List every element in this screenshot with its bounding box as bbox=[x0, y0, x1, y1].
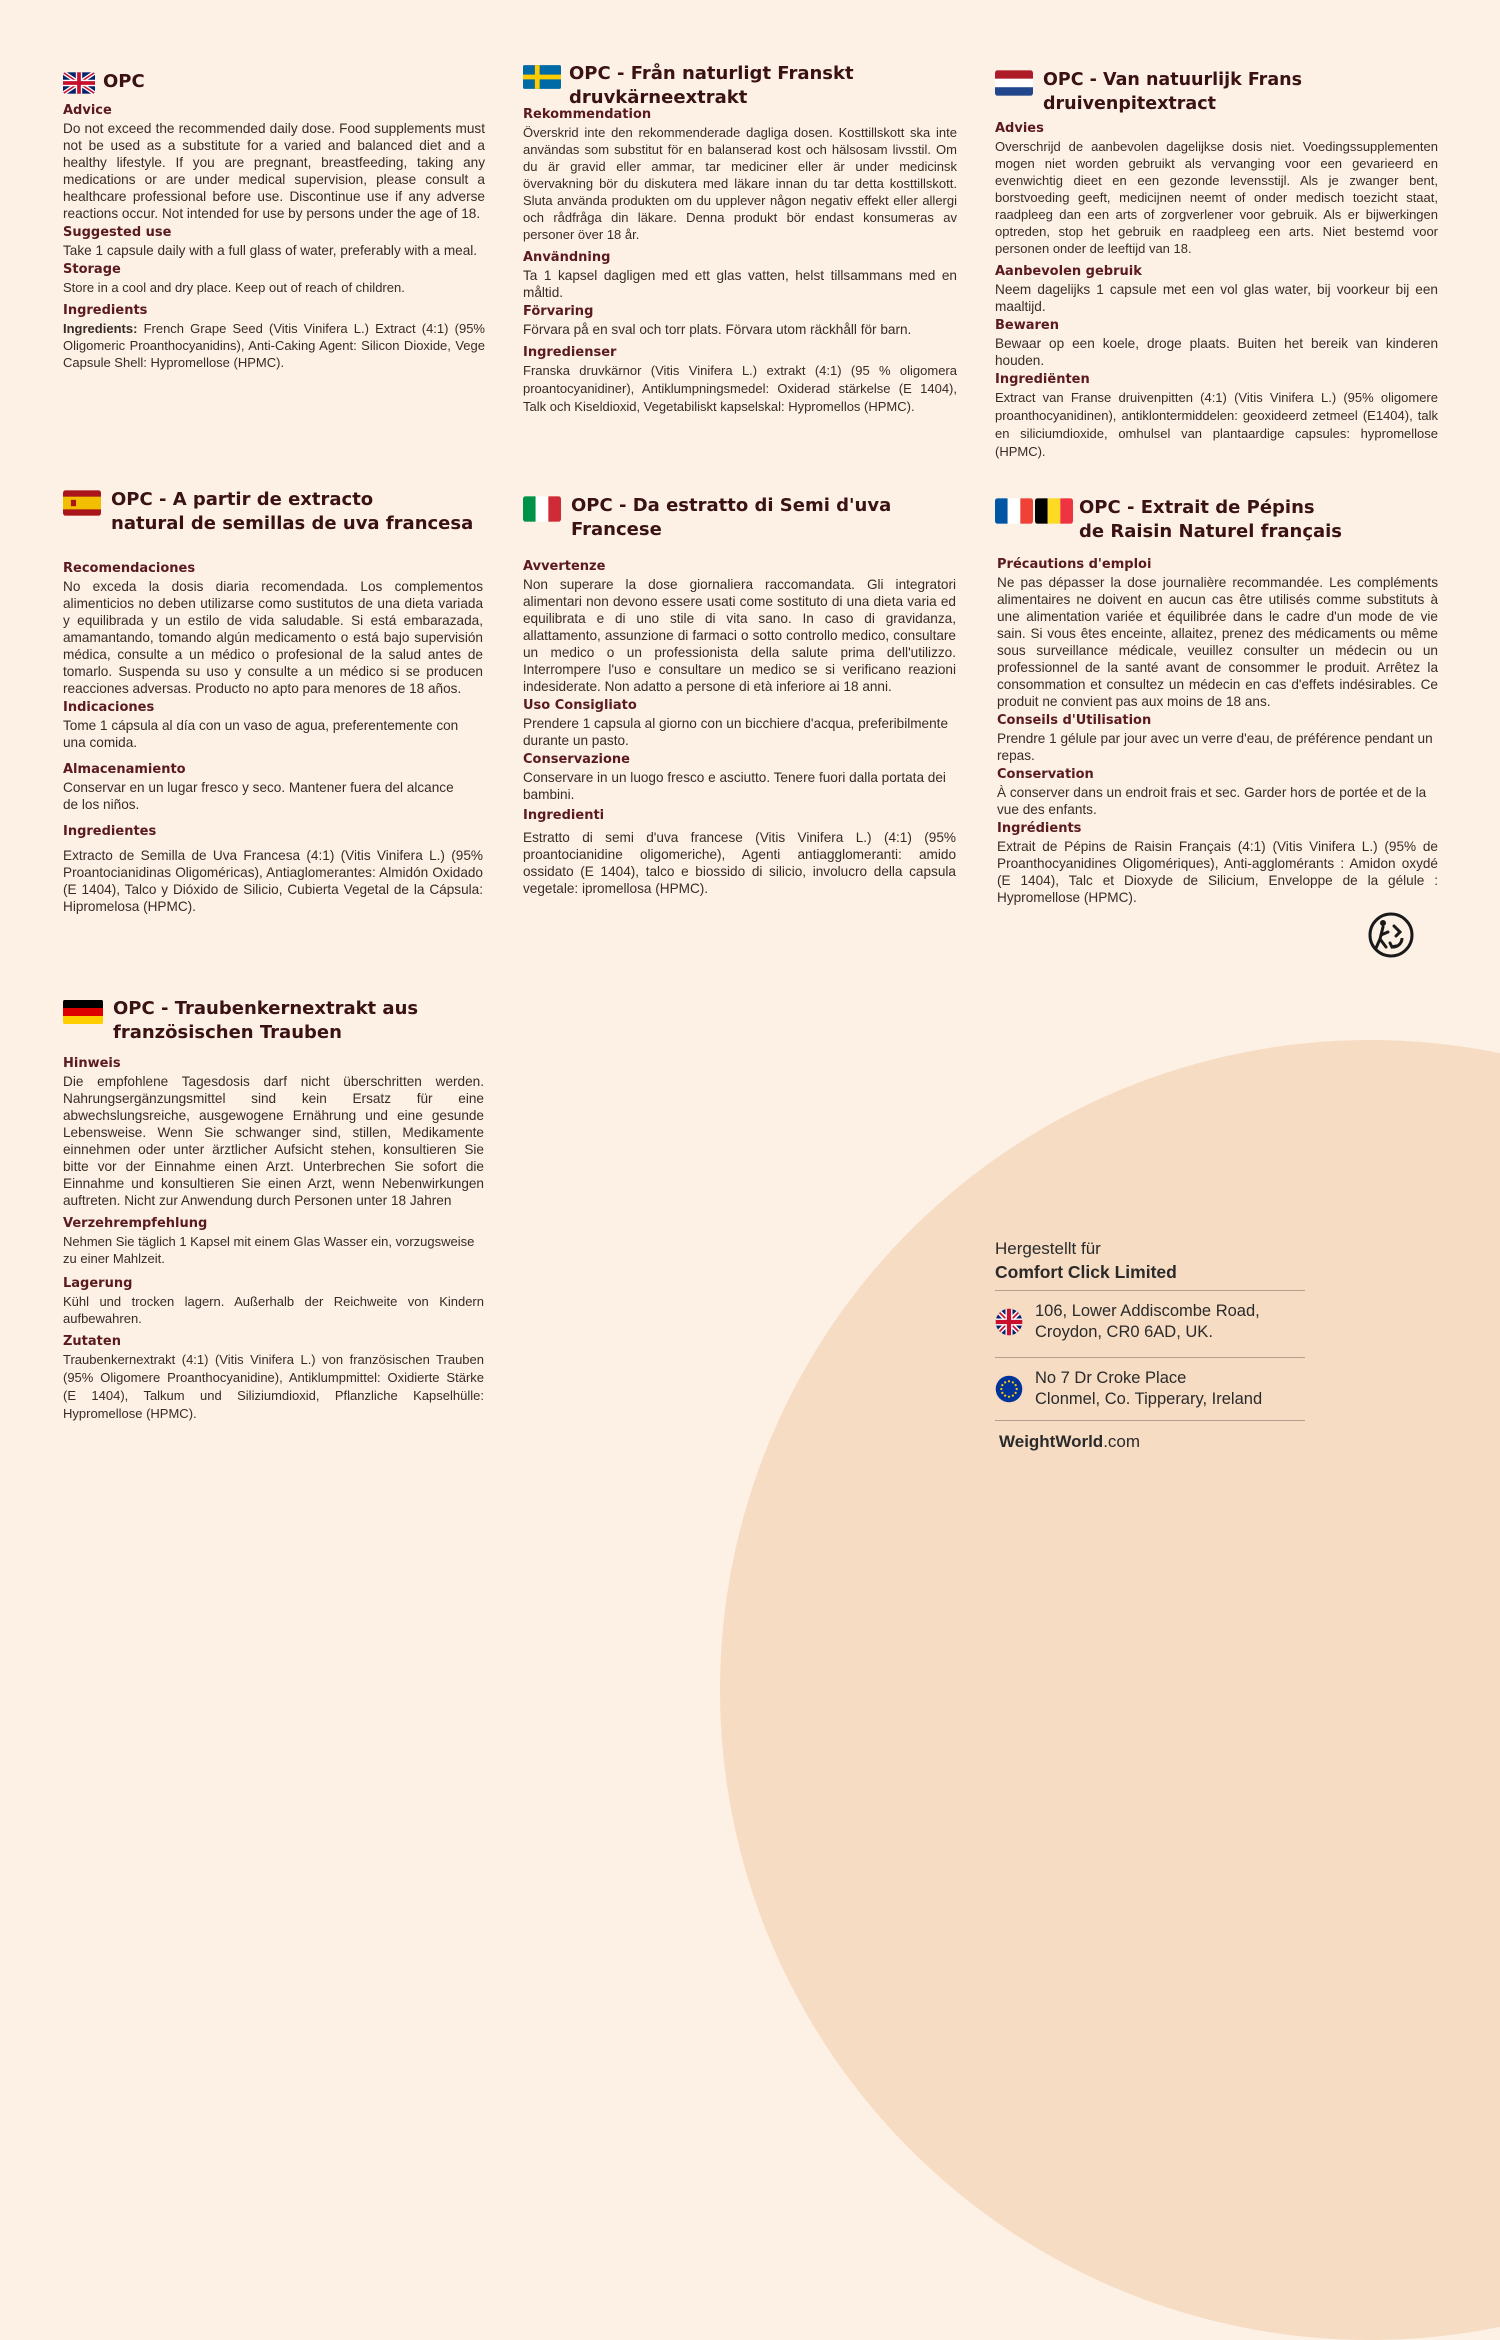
section-heading: Advice bbox=[63, 103, 112, 118]
section-heading: Précautions d'emploi bbox=[997, 557, 1152, 572]
section-heading: Storage bbox=[63, 262, 121, 277]
panel-title: OPC - Da estratto di Semi d'uva Francese bbox=[571, 495, 892, 540]
uk-address bbox=[995, 1301, 1305, 1343]
section-heading: Rekommendation bbox=[523, 107, 652, 122]
uk-flag-icon bbox=[995, 1308, 1023, 1336]
section-heading: Uso Consigliato bbox=[523, 698, 637, 713]
section-heading: Ingredienser bbox=[523, 345, 617, 360]
section-text: Non superare la dose giornaliera raccomandata. Gli integratori alimentari non devono essere usati come sostituto di una dieta varia ed equilibrata e di uno stile di vita sano. In caso di gravidanza, allattamento, assunzione di farmaci o sotto controllo medico, consultare un medico o un professionista della salute prima dell'utilizzo. Interrompere l'uso e consultare un medico se si verificano reazioni indesiderate. Non adatto a persone di età inferiore ai 18 anni. bbox=[523, 577, 956, 694]
section-text: Extracto de Semilla de Uva Francesa (4:1) (Vitis Vinifera L.) (95% Proantocianidinas Oligoméricas), Antiaglomerantes: Almidón Oxidado (E 1404), Talco y Dióxido de Silicio, Cubierta Vegetal de la Cápsula: Hipromelosa (HPMC). bbox=[63, 848, 483, 914]
section-heading: Recomendaciones bbox=[63, 561, 196, 576]
section-text: Take 1 capsule daily with a full glass of water, preferably with a meal. bbox=[63, 243, 478, 258]
netherlands-flag-icon bbox=[995, 70, 1033, 96]
section-heading: Conseils d'Utilisation bbox=[997, 713, 1152, 728]
section-heading: Ingredienti bbox=[523, 808, 605, 823]
panel-swedish bbox=[523, 62, 957, 418]
belgium-flag-icon bbox=[1035, 498, 1073, 524]
section-heading: Ingrediënten bbox=[995, 372, 1090, 387]
section-text: Förvara på en sval och torr plats. Förvara utom räckhåll för barn. bbox=[523, 322, 912, 337]
italy-flag-icon bbox=[523, 496, 561, 522]
section-text: No exceda la dosis diaria recomendada. Los complementos alimenticios no deben utilizarse como sustitutos de una dieta variada y equilibrada y un estilo de vida saludable. Si está embarazada, amamantando, tomando algún medicamento o está bajo supervisión médica, consulte a un médico o profesional de la salud antes de tomarlo. Suspenda su uso y consulte a un médico si se producen reacciones adversas. Producto no apto para menores de 18 años. bbox=[63, 579, 483, 696]
section-text: Ingredients: French Grape Seed (Vitis Vinifera L.) Extract (4:1) (95% Oligomeric Proanthocyanidins), Anti-Caking Agent: Silicon Dioxide, Vege Capsule Shell: Hypromellose (HPMC). bbox=[63, 321, 485, 370]
section-text: Conservare in un luogo fresco e asciutto. Tenere fuori dalla portata dei bambini. bbox=[523, 770, 946, 802]
section-heading: Aanbevolen gebruik bbox=[995, 264, 1142, 279]
section-heading: Verzehrempfehlung bbox=[63, 1216, 208, 1231]
section-text: Do not exceed the recommended daily dose. Food supplements must not be used as a substitute for a varied and balanced diet and a healthy lifestyle. If you are pregnant, breastfeeding, taking any medications or are under medical supervision, please consult a healthcare professional before use. Discontinue use if any adverse reactions occur. Not intended for use by persons under the age of 18. bbox=[63, 121, 485, 221]
section-heading: Suggested use bbox=[63, 225, 172, 240]
section-text: Die empfohlene Tagesdosis darf nicht überschritten werden. Nahrungsergänzungsmittel sind kein Ersatz für eine abwechslungsreiche, ausgewogene Ernährung und eine gesunde Lebensweise. Wenn Sie schwanger sind, stillen, Medikamente einnehmen oder unter ärztlicher Aufsicht stehen, konsultieren Sie bitte vor der Einnahme einen Arzt. Unterbrechen Sie sofort die Einnahme und konsultieren Sie einen Arzt, wenn Nebenwirkungen auftreten. Nicht zur Anwendung durch Personen unter 18 Jahren bbox=[63, 1074, 484, 1208]
divider bbox=[995, 1420, 1305, 1421]
section-text: Store in a cool and dry place. Keep out of reach of children. bbox=[63, 280, 405, 295]
panel-title: OPC - Traubenkernextrakt aus französischen Trauben bbox=[113, 998, 419, 1043]
uk-flag-icon bbox=[63, 72, 95, 94]
france-flag-icon bbox=[995, 498, 1033, 524]
website-link[interactable]: WeightWorld.com bbox=[999, 1432, 1141, 1451]
eu-address bbox=[995, 1368, 1305, 1410]
section-text: Traubenkernextrakt (4:1) (Vitis Vinifera L.) von französischen Trauben (95% Oligomere Proanthocyanidine), Antiklumpmittel: Oxidierte Stärke (E 1404), Talkum und Siliziumdioxid, Pflanzliche Kapselhülle: Hypromellose (HPMC). bbox=[63, 1352, 484, 1421]
section-text: Bewaar op een koele, droge plaats. Buiten het bereik van kinderen houden. bbox=[995, 336, 1438, 368]
section-heading: Ingrédients bbox=[997, 821, 1082, 836]
divider bbox=[995, 1290, 1305, 1291]
section-text: Prendre 1 gélule par jour avec un verre d'eau, de préférence pendant un repas. bbox=[997, 731, 1433, 763]
divider bbox=[995, 1357, 1305, 1358]
panel-english bbox=[63, 70, 485, 373]
panel-italian bbox=[523, 494, 956, 899]
panel-title: OPC bbox=[103, 71, 145, 92]
section-text: Overschrijd de aanbevolen dagelijkse dosis niet. Voedingssupplementen mogen niet worden gebruikt als vervanging voor een gevarieerd en evenwichtig dieet en een gezonde levensstijl. Als je zwanger bent, borstvoeding geeft, medicijnen neemt of onder medisch toezicht staat, raadpleeg dan een arts of zorgverlener voor gebruik. Als er bijwerkingen optreden, stop het gebruik en raadpleeg een arts. Niet bestemd voor personen onder de leeftijd van 18. bbox=[995, 139, 1438, 256]
section-heading: Zutaten bbox=[63, 1334, 121, 1349]
section-heading: Indicaciones bbox=[63, 700, 155, 715]
section-text: Ta 1 kapsel dagligen med ett glas vatten, helst tillsammans med en måltid. bbox=[523, 268, 957, 300]
section-heading: Förvaring bbox=[523, 304, 594, 319]
triman-recycle-icon bbox=[1366, 910, 1416, 960]
section-heading: Avvertenze bbox=[523, 559, 606, 574]
section-heading: Advies bbox=[995, 121, 1044, 136]
section-text: Extrait de Pépins de Raisin Français (4:1) (Vitis Vinifera L.) (95% de Proanthocyanidines Oligomériques), Anti-agglomérants : Amidon oxydé (E 1404), Talc et Dioxyde de Silicium, Enveloppe de la gélule : Hypromellose (HPMC). bbox=[997, 839, 1438, 905]
panel-title: OPC - Från naturligt Franskt druvkärneextrakt bbox=[569, 63, 854, 108]
section-text: Franska druvkärnor (Vitis Vinifera L.) extrakt (4:1) (95 % oligomera proantocyanidiner), Antiklumpningsmedel: Oxiderad stärkelse (E 1404), Talk och Kiseldioxid, Vegetabiliskt kapselskal: Hypromellos (HPMC). bbox=[523, 363, 957, 414]
section-text: Ne pas dépasser la dose journalière recommandée. Les compléments alimentaires ne doivent en aucun cas être utilisés comme substituts à une alimentation variée et équilibrée dans le cadre d'un mode de vie sain. Si vous êtes enceinte, allaitez, prenez des médicaments ou même sous surveillance médicale, veuillez consulter un médecin ou un professionnel de la santé avant de consommer le produit. Arrêtez la consommation et consultez un médecin en cas d'effets indésirables. Ce produit ne convient pas aux moins de 18 ans. bbox=[997, 575, 1438, 709]
section-heading: Användning bbox=[523, 250, 611, 265]
section-heading: Hinweis bbox=[63, 1056, 121, 1071]
section-text: Neem dagelijks 1 capsule met een vol glas water, bij voorkeur bij een maaltijd. bbox=[995, 282, 1438, 314]
section-text: Extract van Franse druivenpitten (4:1) (Vitis Vinifera L.) (95% oligomere proanthocyanidinen), antiklontermiddelen: geoxideerd zetmeel (E1404), talk en siliciumdioxide, omhulsel van plantaardige capsules: hypromellose (HPMC). bbox=[995, 390, 1438, 459]
section-heading: Almacenamiento bbox=[63, 762, 186, 777]
section-heading: Bewaren bbox=[995, 318, 1059, 333]
company-name: Comfort Click Limited bbox=[995, 1262, 1177, 1282]
panel-dutch bbox=[995, 68, 1438, 463]
panel-title: OPC - Van natuurlijk Frans druivenpitextract bbox=[1043, 70, 1302, 114]
eu-address-line2: Clonmel, Co. Tipperary, Ireland bbox=[1035, 1390, 1263, 1408]
eu-flag-icon bbox=[995, 1375, 1023, 1403]
manufacturer-info bbox=[995, 1238, 1305, 1453]
section-text: À conserver dans un endroit frais et sec. Garder hors de portée et de la vue des enfants. bbox=[997, 785, 1427, 817]
section-heading: Ingredients bbox=[63, 303, 148, 318]
section-text: Estratto di semi d'uva francese (Vitis Vinifera L.) (4:1) (95% proantocianidine oligomeriche), Agenti antiagglomeranti: amido ossidato (E 1404), talco e biossido di silicio, involucro della capsula vegetale: ipromellosa (HPMC). bbox=[523, 830, 956, 896]
made-for-label: Hergestellt für bbox=[995, 1239, 1101, 1258]
section-text: Nehmen Sie täglich 1 Kapsel mit einem Glas Wasser ein, vorzugsweise zu einer Mahlzeit. bbox=[63, 1234, 475, 1266]
panel-title: OPC - Extrait de Pépins de Raisin Naturel français bbox=[1079, 497, 1343, 542]
section-text: Prendere 1 capsula al giorno con un bicchiere d'acqua, preferibilmente durante un pasto. bbox=[523, 716, 949, 748]
panel-spanish bbox=[63, 488, 483, 917]
section-heading: Lagerung bbox=[63, 1276, 133, 1291]
spain-flag-icon bbox=[63, 490, 101, 516]
decorative-circle bbox=[720, 1040, 1500, 2340]
uk-address-line1: 106, Lower Addiscombe Road, bbox=[1035, 1302, 1260, 1320]
section-text: Conservar en un lugar fresco y seco. Mantener fuera del alcance de los niños. bbox=[63, 780, 454, 812]
section-heading: Conservazione bbox=[523, 752, 630, 767]
section-heading: Ingredientes bbox=[63, 824, 157, 839]
germany-flag-icon bbox=[63, 999, 103, 1025]
panel-title: OPC - A partir de extracto natural de semillas de uva francesa bbox=[111, 489, 474, 534]
uk-address-line2: Croydon, CR0 6AD, UK. bbox=[1035, 1323, 1213, 1341]
section-text: Tome 1 cápsula al día con un vaso de agua, preferentemente con una comida. bbox=[63, 718, 459, 750]
section-heading: Conservation bbox=[997, 767, 1094, 782]
panel-french bbox=[995, 496, 1438, 908]
panel-german bbox=[63, 997, 484, 1425]
section-text: Överskrid inte den rekommenderade dagliga dosen. Kosttillskott ska inte användas som substitut för en balanserad kost och hälsosam livsstil. Om du är gravid eller ammar, tar mediciner eller är under medicinsk övervakning bör du diskutera med läkare innan du tar detta kosttillskott. Sluta använda produkten om du upplever någon negativ effekt eller allergi och rådfråga din läkare. Denna produkt bör endast konsumeras av personer över 18 år. bbox=[523, 125, 957, 242]
sweden-flag-icon bbox=[523, 64, 561, 90]
eu-address-line1: No 7 Dr Croke Place bbox=[1035, 1369, 1187, 1387]
section-text: Kühl und trocken lagern. Außerhalb der Reichweite von Kindern aufbewahren. bbox=[63, 1294, 484, 1326]
